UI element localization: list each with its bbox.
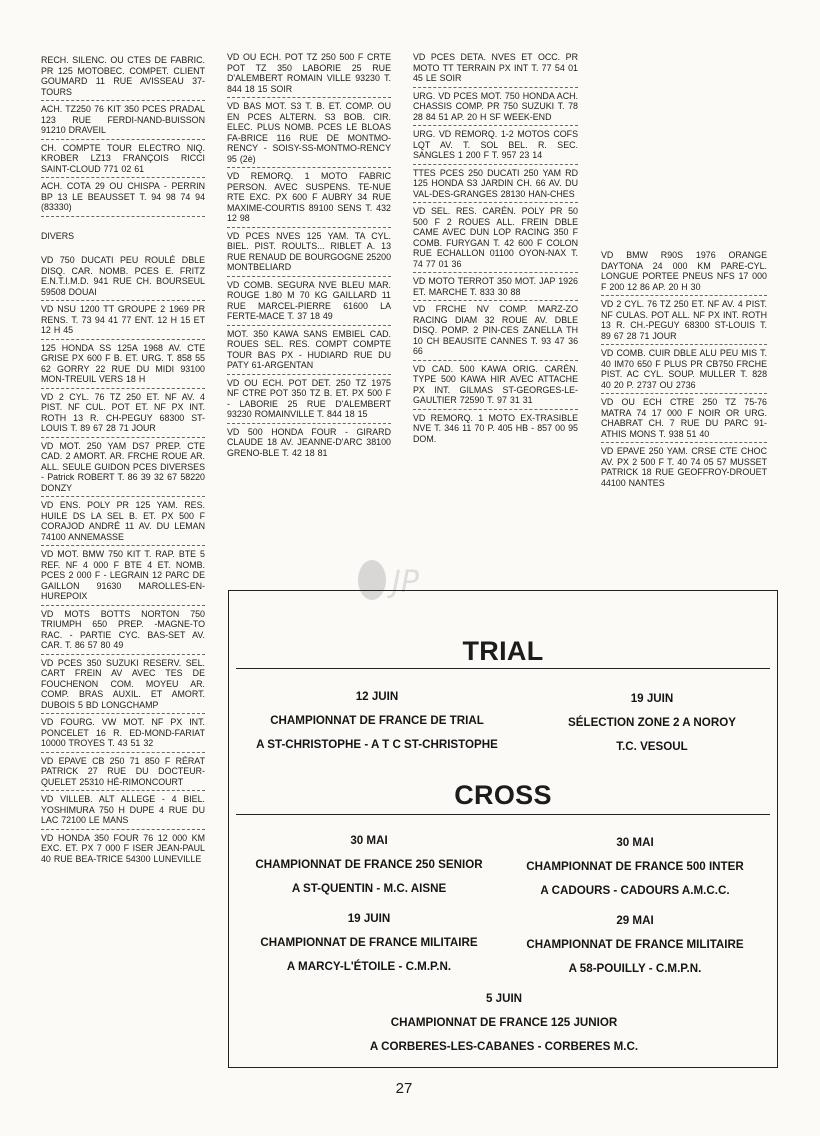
classified-ad: MOT. 350 KAWA SANS EMBIEL CAD. ROUES SEL. RES. COMPT COMPTE TOUR BAS PX - HUDIARD RUE DU PATY 61-ARGENTAN	[227, 329, 391, 375]
classified-ad: VD SEL. RES. CARÉN. POLY PR 50 500 F 2 ROUES ALL. FREIN DBLE CAME AVEC DUN LOP RACING 350 F COMB. FURYGAN T. 42 600 F COLON RUE ECHALLON 01100 OYON-NAX T. 74 77 01 36	[413, 206, 578, 273]
event-place: A CADOURS - CADOURS A.M.C.C.	[540, 884, 730, 897]
svg-text:JP: JP	[392, 565, 419, 600]
event-place: A CORBERES-LES-CABANES - CORBERES M.C.	[369, 1040, 639, 1053]
classified-ad: VD HONDA 350 FOUR 76 12 000 KM EXC. ET. PX 7 000 F ISER JEAN-PAUL 40 RUE BEA-TRICE 54300 LUNEVILLE	[41, 832, 205, 864]
event-date: 29 MAI	[616, 914, 654, 927]
classified-ad: URG. VD REMORQ. 1-2 MOTOS COFS LQT AV. T. SOL BEL. R. SEC. SANGLES 1 200 F T. 957 23 14	[413, 129, 578, 165]
classified-ad: VD MOT. 250 YAM DS7 PREP. CTE CAD. 2 AMORT. AR. FRCHE ROUE AR. ALL. SEULE GUIDON PCES DIVERSES - Patrick ROBERT T. 86 39 32 67 58220 DONZY	[41, 441, 205, 498]
classified-ad: VD OU ECH. POT DET. 250 TZ 1975 NF CTRE POT 350 TZ B. ET. PX 500 F - LABORIE 25 RUE D'ALEMBERT 93230 ROMAINVILLE T. 844 18 15	[227, 378, 391, 424]
classified-ad: VD MOTO TERROT 350 MOT. JAP 1926 ET. MARCHE T. 833 30 88	[413, 276, 578, 301]
event-title: SÉLECTION ZONE 2 A NOROY	[568, 716, 736, 729]
event-place: A ST-CHRISTOPHE - A T C ST-CHRISTOPHE	[256, 738, 498, 751]
event-title: CHAMPIONNAT DE FRANCE 125 JUNIOR	[390, 1016, 618, 1029]
event-title: CHAMPIONNAT DE FRANCE 250 SENIOR	[255, 858, 483, 871]
classified-ad: URG. VD PCES MOT. 750 HONDA ACH. CHASSIS COMP. PR 750 SUZUKI T. 78 28 84 51 AP. 20 H SF WEEK-END	[413, 91, 578, 127]
event-place: A MARCY-L'ÉTOILE - C.M.P.N.	[286, 960, 452, 973]
classified-ad: VD REMORQ. 1 MOTO FABRIC PERSON. AVEC SUSPENS. TE-NUE RTE EXC. PX 600 F AUBRY 34 RUE MAXIME-COURTIS 89100 SENS T. 432 12 98	[227, 171, 391, 228]
classified-ad: VD ENS. POLY PR 125 YAM. RES. HUILE DS LA SEL B. ET. PX 500 F CORAJOD ANDRÉ 11 AV. DU LEMAN 74100 ANNEMASSE	[41, 500, 205, 546]
event-date: 30 MAI	[350, 834, 388, 847]
cross-rule	[236, 814, 770, 815]
classified-ad: ACH. COTA 29 OU CHISPA - PERRIN BP 13 LE BEAUSSET T. 94 98 74 94 (83330)	[41, 181, 205, 217]
classified-ad: VD CAD. 500 KAWA ORIG. CARÉN. TYPE 500 KAWA HIR AVEC ATTACHE PX INT. GILMAS ST-GEORGES-LE-GAULTIER 72590 T. 97 31 31	[413, 364, 578, 410]
classified-ad: VD BMW R90S 1976 ORANGE DAYTONA 24 000 KM PARE-CYL. LONGUE PORTEE PNEUS NFS 17 000 F 200 12 86 AP. 20 H 30	[601, 250, 767, 296]
classified-ad: VD COMB. CUIR DBLE ALU PEU MIS T. 40 IM70 650 F PLUS PR CB750 FRCHE PIST. AC CYL. SOUP. MULLER T. 828 40 20 P. 2737 OU 2736	[601, 348, 767, 394]
classified-ad: VD PCES NVES 125 YAM. TA CYL. BIEL. PIST. ROULTS... RIBLET A. 13 RUE RENAUD DE BOURGOGNE 25200 MONTBELIARD	[227, 231, 391, 277]
cross-heading: CROSS	[454, 780, 552, 810]
classified-ad: VD OU ECH CTRE 250 TZ 75-76 MATRA 74 17 000 F NOIR OR URG. CHABRAT CH. 7 RUE DU PARC 91-ATHIS MONS T. 938 51 40	[601, 397, 767, 443]
event-date: 30 MAI	[616, 836, 654, 849]
event-title: CHAMPIONNAT DE FRANCE DE TRIAL	[270, 714, 484, 727]
classified-ad: VD EPAVE CB 250 71 850 F RÉRAT PATRICK 27 RUE DU DOCTEUR-QUELET 25310 HÉ-RIMONCOURT	[41, 756, 205, 792]
classified-ad: VD NSU 1200 TT GROUPE 2 1969 PR RENS. T. 73 94 41 77 ENT. 12 H 15 ET 12 H 45	[41, 304, 205, 340]
event-place: A ST-QUENTIN - M.C. AISNE	[291, 882, 447, 895]
event-place: T.C. VESOUL	[616, 740, 688, 753]
classified-ad: VD REMORQ. 1 MOTO EX-TRASIBLE NVE T. 346 11 70 P. 405 HB - 857 00 95 DOM.	[413, 412, 578, 444]
event-date: 19 JUIN	[347, 912, 391, 925]
classified-column-1	[41, 55, 205, 870]
event-date: 19 JUIN	[630, 692, 674, 705]
classified-ad: VD 500 HONDA FOUR - GIRARD CLAUDE 18 AV. JEANNE-D'ARC 38100 GRENO-BLE T. 42 18 81	[227, 426, 391, 458]
classified-ad: VD MOT. BMW 750 KIT T. RAP. BTE 5 REF. NF 4 000 F BTE 4 ET. NOMB. PCES 2 000 F - LEGRAIN 12 PARC DE GAILLON 91630 MAROLLES-EN-HUREPOIX	[41, 549, 205, 606]
page-number: 27	[395, 1080, 413, 1097]
classified-ad: VD FRCHE NV COMP. MARZ-ZO RACING DIAM 32 ROUE AV. DBLE DISQ. POMP. 2 PIN-CES ZANELLA TH 10 CH BEAUSITE CANNES T. 93 47 36 66	[413, 304, 578, 361]
classified-ad: VD 750 DUCATI PEU ROULÉ DBLE DISQ. CAR. NOMB. PCES E. FRITZ E.N.T.I.M.D. 941 RUE CH. BOURSEUL 59508 DOUAI	[41, 255, 205, 301]
trial-rule	[236, 668, 770, 669]
classified-ad: RECH. SILENC. OU CTES DE FABRIC. PR 125 MOTOBEC. COMPET. CLIENT GOUMARD 11 RUE AVISSEAU 37-TOURS	[41, 55, 205, 101]
classified-ad: VD EPAVE 250 YAM. CRSE CTE CHOC AV. PX 2 500 F T. 40 74 05 57 MUSSET PATRICK 18 RUE GEOFFROY-DROUET 44100 NANTES	[601, 446, 767, 488]
classified-column-4	[601, 250, 767, 494]
event-date: 5 JUIN	[485, 992, 523, 1005]
event-title: CHAMPIONNAT DE FRANCE 500 INTER	[526, 860, 744, 873]
event-date: 12 JUIN	[355, 690, 399, 703]
event-title: CHAMPIONNAT DE FRANCE MILITAIRE	[526, 938, 744, 951]
classified-ad: VD OU ECH. POT TZ 250 500 F CRTE POT TZ 350 LABORIE 25 RUE D'ALEMBERT ROMAIN VILLE 93230 T. 844 18 15 SOIR	[227, 52, 391, 98]
classified-column-2	[227, 52, 391, 464]
trial-heading: TRIAL	[462, 636, 544, 666]
classified-ad: VD PCES 350 SUZUKI RESERV. SEL. CART FREIN AV AVEC TES DE FOUCHENON COM. MOYEU AR. COMP. BRAS AUXIL. ET AMORT. DUBOIS 5 BD LONGCHAMP	[41, 658, 205, 715]
event-place: A 58-POUILLY - C.M.P.N.	[568, 962, 702, 975]
events-box	[228, 590, 778, 1068]
classified-ad: 125 HONDA SS 125A 1968 AV. CTE GRISE PX 600 F B. ET. URG. T. 858 55 62 GORRY 22 RUE DU MIDI 93100 MON-TREUIL VERS 18 H	[41, 343, 205, 389]
classified-ad: TTES PCES 250 DUCATI 250 YAM RD 125 HONDA S3 JARDIN CH. 66 AV. DU VAL-DES-GRANGES 28130 HAN-CHES	[413, 168, 578, 204]
classified-ad: VD VILLEB. ALT ALLEGE - 4 BIEL. YOSHIMURA 750 H DUPE 4 RUE DU LAC 72100 LE MANS	[41, 794, 205, 830]
classified-ad: VD MOTS BOTTS NORTON 750 TRIUMPH 650 PREP. -MAGNE-TO RAC. - PARTIE CYC. BAS-SET AV. CAR. T. 86 57 80 49	[41, 609, 205, 655]
classified-ad: VD 2 CYL. 76 TZ 250 ET. NF AV. 4 PIST. NF CUL. POT ET. NF PX INT. ROTH 13 R. CH-PEGUY 68300 ST-LOUIS T. 89 67 28 71 JOUR	[41, 392, 205, 438]
classified-ad: VD 2 CYL. 76 TZ 250 ET. NF AV. 4 PIST. NF CULAS. POT ALL. NF PX INT. ROTH 13 R. CH.-PEGUY 68300 ST-LOUIS T. 89 67 28 71 JOUR	[601, 299, 767, 345]
classified-ad: VD PCES DETA. NVES ET OCC. PR MOTO TT TERRAIN PX INT T. 77 54 01 45 LE SOIR	[413, 52, 578, 88]
classified-ad: VD COMB. SEGURA NVE BLEU MAR. ROUGE 1.80 M 70 KG GAILLARD 11 RUE MARCEL-PIERRE 61600 LA FERTE-MACE T. 37 18 49	[227, 280, 391, 326]
classified-column-3	[413, 52, 578, 450]
event-title: CHAMPIONNAT DE FRANCE MILITAIRE	[260, 936, 478, 949]
classified-ad: VD BAS MOT. S3 T. B. ET. COMP. OU EN PCES ALTERN. S3 BOB. CIR. ELEC. PLUS NOMB. PCES LE BLOAS FA-BRICE 116 RUE DE MONTMO-RENCY - SOISY-SS-MONTMO-RENCY 95 (2è)	[227, 101, 391, 168]
classified-ad: ACH. TZ250 76 KIT 350 PCES PRADAL 123 RUE FERDI-NAND-BUISSON 91210 DRAVEIL	[41, 104, 205, 140]
section-heading: DIVERS	[41, 230, 75, 241]
classified-ad: CH. COMPTE TOUR ELECTRO NIQ. KROBER LZ13 FRANÇOIS RICCI SAINT-CLOUD 771 02 61	[41, 143, 205, 179]
classified-ad: VD FOURG. VW MOT. NF PX INT. PONCELET 16 R. ED-MOND-FARIAT 10000 TROYES T. 43 51 32	[41, 717, 205, 753]
